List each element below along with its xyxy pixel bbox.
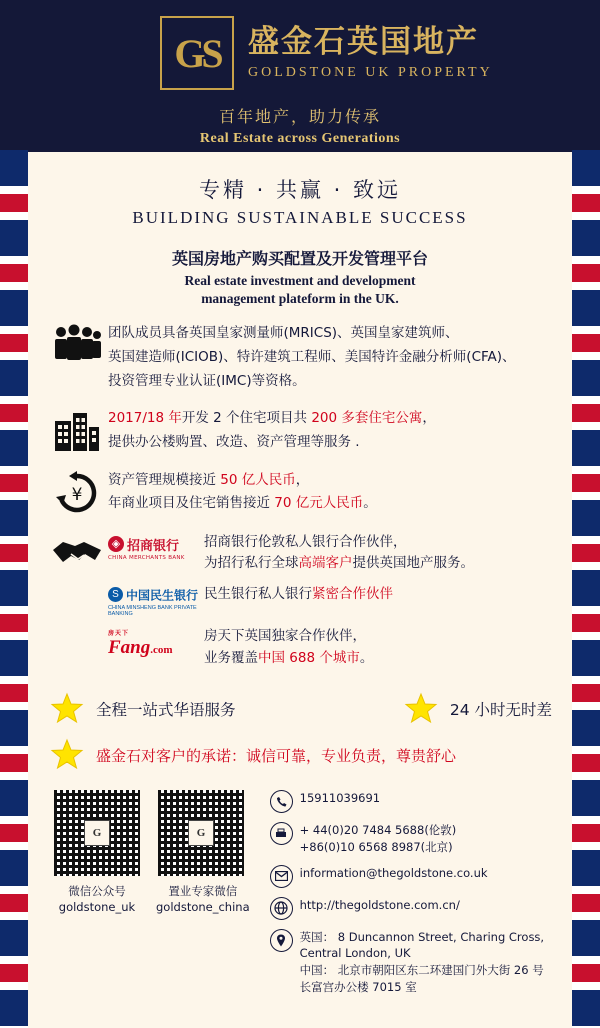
feature-team [28,322,572,393]
intro-en [28,272,572,308]
wechat-advisor-qr-center: G [188,820,214,846]
phone-icon [270,790,300,813]
promise-label-a: 盛金石对客户的承诺： [96,746,247,765]
globe-icon [270,897,300,920]
partner-cmb [108,532,552,575]
assets-line2-c: 。 [363,495,377,512]
minsheng-name-en: CHINA MINSHENG BANK PRIVATE BANKING [108,605,197,617]
contact-fax-line1: + 44(0)20 7484 5688(伦敦) [299,823,457,838]
star-icon-2 [404,692,438,726]
wechat-advisor-qr[interactable] [156,788,246,878]
feature-team-line1: 团队成员具备英国皇家测量师(MRICS)、英国皇家建筑师、 [108,325,459,342]
goldstone-logo-icon: GS [160,16,234,90]
service-left-label: 全程一站式华语服务 [96,701,236,720]
star-icon-3 [50,738,84,772]
qr-official-label-en: goldstone_uk [58,900,136,915]
feature-projects-units: 200 多套住宅公寓 [311,410,423,427]
assets-line1-b: 50 亿人民币 [220,471,296,488]
cmb-text-line1: 招商银行伦敦私人银行合作伙伴， [204,533,407,550]
cmb-text-line2a: 为招行私行全球 [204,555,299,572]
highlight-services [28,692,572,726]
address-uk-line2: Central London, UK [299,946,411,961]
qr-item-advisor [156,788,250,1004]
fax-icon [270,822,300,845]
header [0,0,600,152]
qr-advisor-label-cn: 置业专家微信 [168,884,238,899]
cmb-mark-icon: ◈ [108,536,124,552]
tagline [0,104,600,147]
minsheng-text-a: 民生银行私人银行 [204,586,312,602]
asset-cycle-icon [46,469,108,515]
contact-website [270,897,554,920]
wechat-official-qr-center: G [84,820,110,846]
contact-address-value [300,929,544,996]
feature-assets [28,469,572,516]
team-icon [46,322,108,366]
cmb-text-line2c: 提供英国地产服务。 [352,555,474,572]
handshake-icon [46,532,108,678]
feature-team-text [108,322,516,393]
wechat-official-qr[interactable] [52,788,142,878]
assets-line2-b: 70 亿元人民币 [274,495,364,512]
mail-icon [270,865,300,888]
address-cn-line2: 长富宫办公楼 7015 室 [299,979,417,994]
cmb-name-en: CHINA MERCHANTS BANK [108,554,185,561]
logo-lockup [160,16,493,90]
qr-advisor-label [156,883,250,915]
service-right-label: 24 小时无时差 [449,701,552,720]
svg-text:¥: ¥ [71,484,83,505]
feature-projects-comma: ， [422,410,436,427]
footer [28,772,572,1004]
feature-projects-total: 共 [293,410,312,427]
minsheng-text-b: 紧密合作伙伴 [312,586,393,602]
china-merchants-bank-logo [108,532,204,561]
contact-list [250,788,554,1004]
intro [28,246,572,308]
contact-fax [270,822,554,855]
slogan-en: BUILDING SUSTAINABLE SUCCESS [132,208,468,227]
minsheng-name-cn: 中国民生银行 [126,588,199,603]
feature-team-line3: 投资管理专业认证(IMC)等资格。 [108,372,306,389]
slogan-cn: 专精 · 共赢 · 致远 [198,178,402,202]
fang-tag: 房天下 [108,631,130,637]
contact-website-value[interactable]: http://thegoldstone.com.cn/ [299,897,460,912]
company-name-cn: 盛金石英国地产 [248,23,479,60]
minsheng-mark-icon: S [108,587,123,602]
highlight-promise [28,738,572,772]
partner-cmbc [108,584,552,617]
promise-label-b: 诚信可靠，专业负责，尊贵舒心 [246,746,457,765]
feature-projects-year: 2017/18 年 [108,410,182,427]
buildings-icon [46,407,108,453]
contact-phone [270,790,554,813]
fang-com-logo [108,626,204,659]
flag-band-right [572,150,600,1028]
china-minsheng-bank-logo [108,584,204,617]
star-icon-1 [50,692,84,726]
contact-email [270,865,554,888]
address-uk-line1: 英国： 8 Duncannon Street, Charing Cross, [299,929,545,944]
qr-official-label [52,883,142,915]
contact-email-value[interactable]: information@thegoldstone.co.uk [299,865,488,880]
fang-suffix: .com [150,644,173,656]
fang-text-line2c: 。 [359,649,374,666]
fang-text-line1: 房天下英国独家合作伙伴， [204,628,366,644]
contact-address [270,929,554,996]
intro-en-line1: Real estate investment and development [184,273,416,288]
partner-fang-text [204,626,373,669]
address-cn-line1: 中国： 北京市朝阳区东二环建国门外大街 26 号 [299,962,544,977]
feature-projects-text [108,407,436,454]
feature-projects-line2: 提供办公楼购置、改造、资产管理等服务 . [108,433,360,450]
fang-main: Fang [108,637,151,658]
qr-item-official [52,788,142,1004]
fang-text-line2a: 业务覆盖 [204,649,258,666]
partners-section [28,532,572,678]
tagline-cn: 百年地产，助力传承 [218,107,381,126]
partner-cmb-text [204,532,474,575]
contact-fax-value [300,822,457,855]
content-card [28,152,572,1028]
location-icon [270,929,300,952]
feature-projects-dev: 开发 2 个住宅项目 [181,410,294,427]
contact-fax-line2: +86(0)10 6568 8987(北京) [299,839,453,854]
slogan [28,174,572,228]
assets-line2-a: 年商业项目及住宅销售接近 [108,495,275,512]
assets-line1-a: 资产管理规模接近 [108,471,221,488]
tagline-en: Real Estate across Generations [199,131,401,146]
cmb-text-line2b: 高端客户 [298,555,353,572]
qr-group [52,788,250,1004]
qr-advisor-label-en: goldstone_china [156,900,250,915]
contact-phone-value: 15911039691 [299,791,381,806]
feature-team-line2: 英国建造师(ICIOB)、特许建筑工程师、美国特许金融分析师(CFA)、 [108,349,516,366]
intro-en-line2: management plateform in the UK. [201,291,399,307]
feature-projects [28,407,572,454]
fang-text-line2b: 中国 688 个城市 [258,649,360,666]
intro-cn: 英国房地产购买配置及开发管理平台 [171,249,428,268]
assets-line1-c: ， [295,471,310,488]
cmb-name-cn: 招商银行 [127,538,180,554]
company-name-en: GOLDSTONE UK PROPERTY [248,65,493,81]
feature-assets-text [108,469,377,516]
qr-official-label-cn: 微信公众号 [68,884,126,899]
partner-cmbc-text [204,584,393,606]
flag-band-left [0,150,28,1028]
partner-fang [108,626,552,669]
